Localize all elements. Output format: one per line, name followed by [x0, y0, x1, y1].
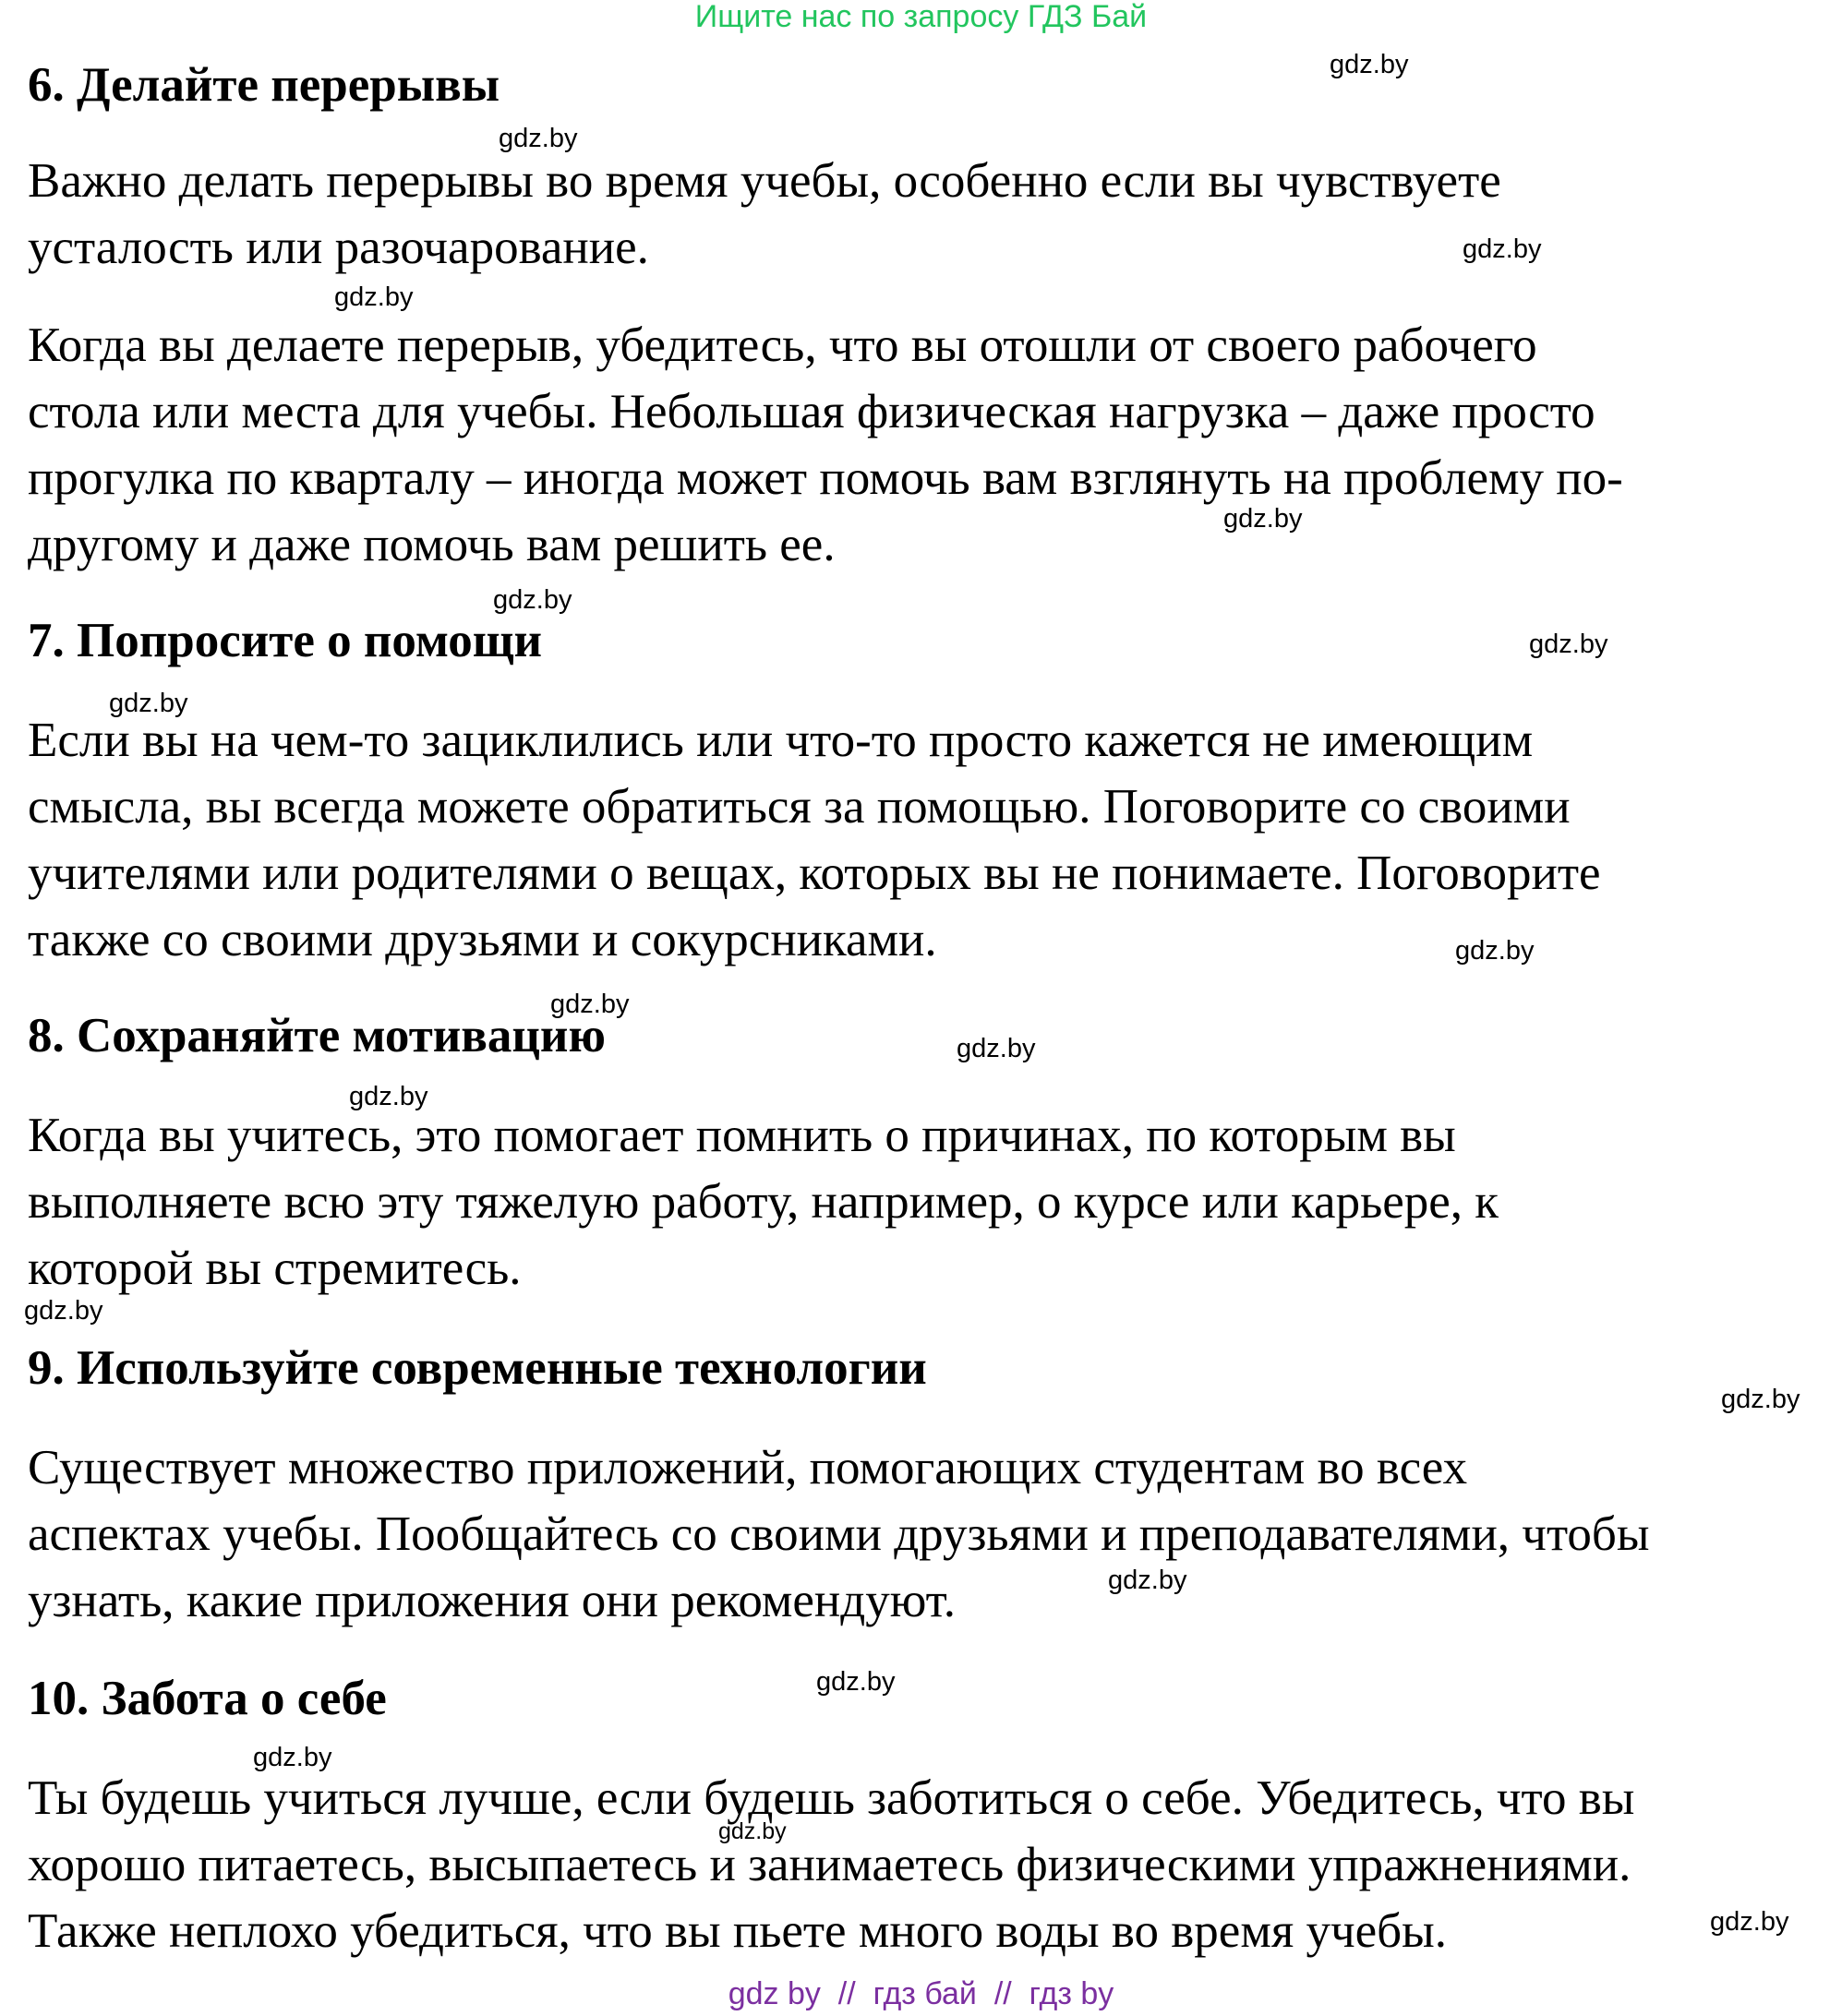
text-line: Существует множество приложений, помогающих студентам во всех: [28, 1441, 1468, 1494]
watermark: gdz.by: [1455, 936, 1535, 966]
text-line: Ты будешь учиться лучше, если будешь заботиться о себе. Убедитесь, что вы: [28, 1771, 1635, 1825]
watermark: gdz.by: [1710, 1907, 1789, 1937]
watermark: gdz.by: [109, 689, 188, 718]
text-line: которой вы стремитесь.: [28, 1242, 522, 1295]
section-7-paragraph-1: [28, 707, 1828, 973]
text-line: усталость или разочарование.: [28, 221, 649, 274]
section-8-heading: 8. Сохраняйте мотивацию: [28, 1009, 606, 1062]
watermark: gdz.by: [550, 990, 630, 1019]
text-line: узнать, какие приложения они рекомендуют.: [28, 1574, 957, 1627]
watermark: gdz.by: [1529, 630, 1608, 659]
watermark: gdz.by: [1463, 234, 1542, 264]
text-line: прогулка по кварталу – иногда может помочь вам взглянуть на проблему по-: [28, 451, 1623, 505]
watermark: gdz.by: [1108, 1566, 1187, 1595]
text-line: Также неплохо убедиться, что вы пьете много воды во время учебы.: [28, 1904, 1447, 1958]
section-9-paragraph-1: [28, 1434, 1828, 1634]
section-10-heading: 10. Забота о себе: [28, 1672, 387, 1725]
text-line: учителями или родителями о вещах, которых вы не понимаете. Поговорите: [28, 846, 1601, 900]
watermark: gdz.by: [957, 1034, 1036, 1063]
text-line: также со своими друзьями и сокурсниками.: [28, 913, 937, 966]
watermark: gdz.by: [1721, 1385, 1800, 1414]
footer-links[interactable]: gdz by // гдз бай // гдз by: [728, 1976, 1114, 2011]
watermark: gdz.by: [1223, 504, 1303, 534]
text-line: Когда вы делаете перерыв, убедитесь, что вы отошли от своего рабочего: [28, 318, 1537, 372]
section-7-heading: 7. Попросите о помощи: [28, 614, 543, 667]
section-6-heading: 6. Делайте перерывы: [28, 58, 500, 112]
watermark: gdz.by: [24, 1296, 103, 1326]
watermark: gdz.by: [253, 1743, 332, 1772]
text-line: смысла, вы всегда можете обратиться за помощью. Поговорите со своими: [28, 780, 1571, 834]
section-6-paragraph-1: [28, 148, 1828, 281]
text-line: Если вы на чем-то зациклились или что-то просто кажется не имеющим: [28, 714, 1534, 767]
watermark: gdz.by: [718, 1818, 787, 1844]
watermark: gdz.by: [334, 282, 414, 312]
text-line: стола или места для учебы. Небольшая физическая нагрузка – даже просто: [28, 385, 1595, 438]
section-8-paragraph-1: [28, 1102, 1828, 1302]
watermark: gdz.by: [816, 1667, 896, 1697]
section-10-paragraph-1: [28, 1765, 1828, 1964]
text-line: хорошо питаетесь, высыпаетесь и занимаетесь физическими упражнениями.: [28, 1838, 1631, 1891]
text-line: выполняете всю эту тяжелую работу, например, о курсе или карьере, к: [28, 1175, 1499, 1229]
section-6-paragraph-2: [28, 312, 1828, 578]
section-9-heading: 9. Используйте современные технологии: [28, 1341, 927, 1395]
text-line: другому и даже помочь вам решить ее.: [28, 518, 836, 571]
text-line: аспектах учебы. Пообщайтесь со своими друзьями и преподавателями, чтобы: [28, 1507, 1650, 1561]
watermark: gdz.by: [349, 1082, 428, 1111]
text-line: Когда вы учитесь, это помогает помнить о причинах, по которым вы: [28, 1109, 1456, 1162]
text-line: Важно делать перерывы во время учебы, особенно если вы чувствуете: [28, 154, 1501, 208]
top-banner: Ищите нас по запросу ГДЗ Бай: [694, 0, 1148, 34]
watermark: gdz.by: [493, 585, 572, 615]
watermark: gdz.by: [499, 124, 578, 153]
watermark: gdz.by: [1330, 50, 1409, 79]
